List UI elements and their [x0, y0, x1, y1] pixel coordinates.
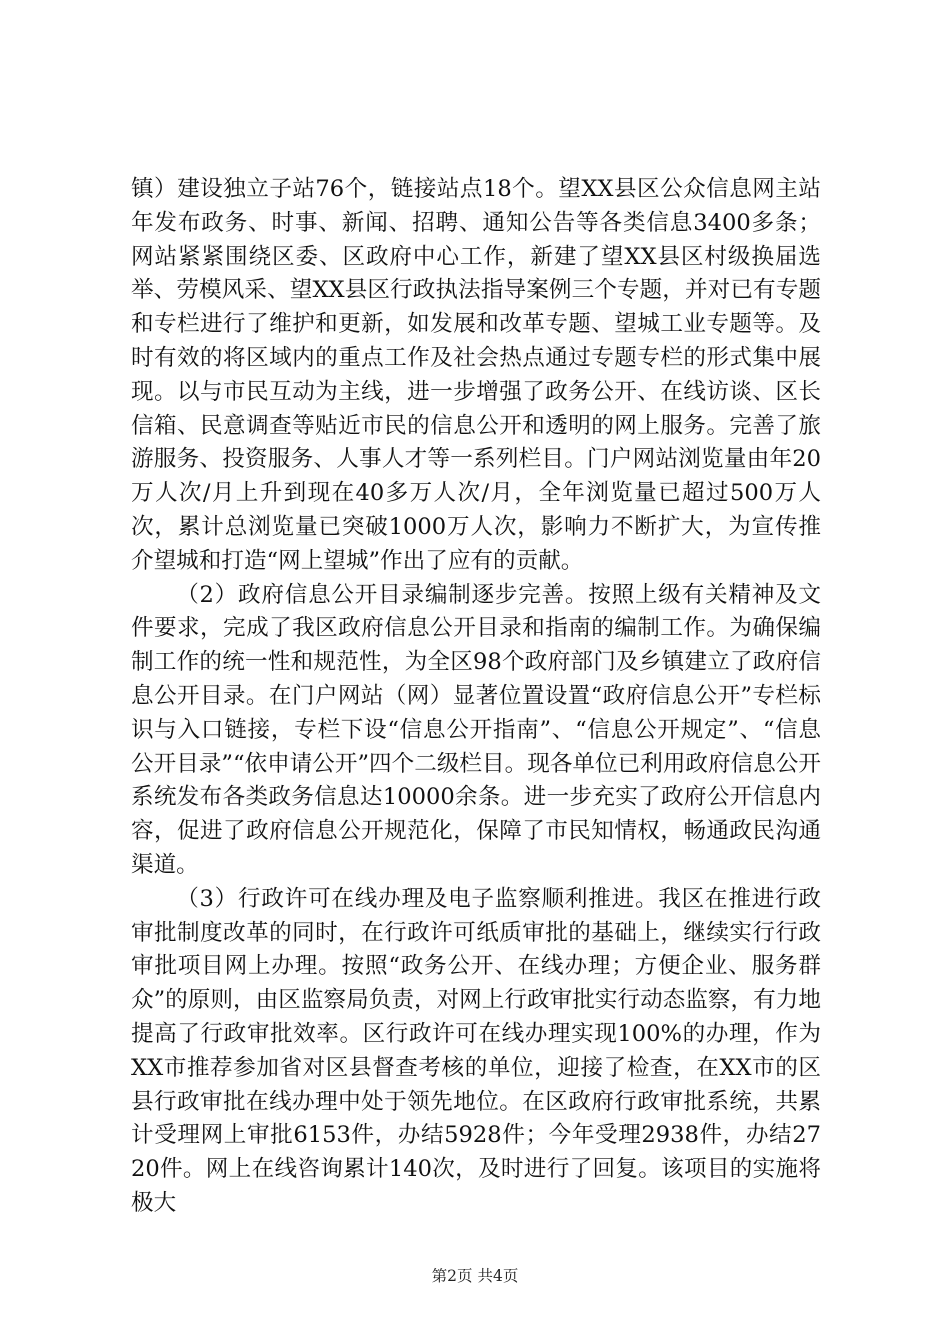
paragraph-2: （2）政府信息公开目录编制逐步完善。按照上级有关精神及文件要求，完成了我区政府信息公开目录和指南的编制工作。为确保编制工作的统一性和规范性，为全区98个政府部门及乡镇建立了政府信息公开目录。在门户网站（网）显著位置设置“政府信息公开”专栏标识与入口链接，专栏下设“信息公开指南”、“信息公开规定”、“信息公开目录”“依申请公开”四个二级栏目。现各单位已利用政府信息公开系统发布各类政务信息达10000余条。进一步充实了政府公开信息内容，促进了政府信息公开规范化，保障了市民知情权，畅通政民沟通渠道。 [131, 581, 821, 878]
document-body [131, 173, 821, 1221]
page-number-footer: 第2页 共4页 [431, 1267, 519, 1285]
paragraph-3: （3）行政许可在线办理及电子监察顺利推进。我区在推进行政审批制度改革的同时，在行政许可纸质审批的基础上，继续实行行政审批项目网上办理。按照“政务公开、在线办理；方便企业、服务群众”的原则，由区监察局负责，对网上行政审批实行动态监察，有力地提高了行政审批效率。区行政许可在线办理实现100%的办理，作为XX市推荐参加省对区县督查考核的单位，迎接了检查，在XX市的区县行政审批在线办理中处于领先地位。在区政府行政审批系统，共累计受理网上审批6153件，办结5928件；今年受理2938件，办结2720件。网上在线咨询累计140次，及时进行了回复。该项目的实施将极大 [131, 885, 821, 1216]
paragraph-1: 镇）建设独立子站76个，链接站点18个。望XX县区公众信息网主站年发布政务、时事、新闻、招聘、通知公告等各类信息3400多条；网站紧紧围绕区委、区政府中心工作，新建了望XX县区村级换届选举、劳模风采、望XX县区行政执法指导案例三个专题，并对已有专题和专栏进行了维护和更新，如发展和改革专题、望城工业专题等。及时有效的将区域内的重点工作及社会热点通过专题专栏的形式集中展现。以与市民互动为主线，进一步增强了政务公开、在线访谈、区长信箱、民意调查等贴近市民的信息公开和透明的网上服务。完善了旅游服务、投资服务、人事人才等一系列栏目。门户网站浏览量由年20万人次/月上升到现在40多万人次/月，全年浏览量已超过500万人次，累计总浏览量已突破1000万人次，影响力不断扩大，为宣传推介望城和打造“网上望城”作出了应有的贡献。 [131, 176, 821, 574]
